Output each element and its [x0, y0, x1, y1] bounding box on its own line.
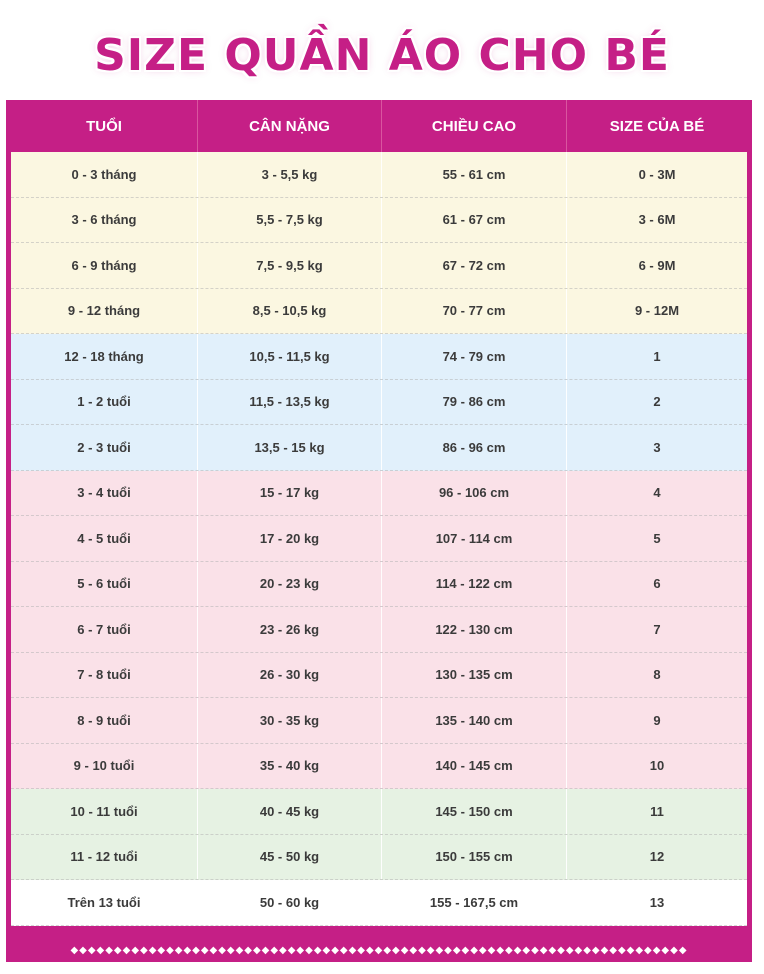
- weight-cell: 26 - 30 kg: [198, 653, 382, 698]
- weight-cell: 40 - 45 kg: [198, 789, 382, 834]
- size-cell: 1: [653, 348, 661, 364]
- size-cell: 9: [653, 712, 661, 728]
- table-row: [11, 607, 747, 653]
- weight-cell: 10,5 - 11,5 kg: [198, 334, 382, 379]
- age-cell: 11 - 12 tuổi: [11, 835, 198, 880]
- height-cell: 74 - 79 cm: [382, 334, 567, 379]
- height-cell: 61 - 67 cm: [382, 198, 567, 243]
- age-cell: 3 - 4 tuổi: [11, 471, 198, 516]
- size-cell: 8: [653, 667, 661, 683]
- weight-cell: 45 - 50 kg: [198, 835, 382, 880]
- table-row: [11, 198, 747, 244]
- height-cell: 67 - 72 cm: [382, 243, 567, 288]
- table-row: [11, 516, 747, 562]
- header-weight: CÂN NẶNG: [198, 100, 382, 152]
- header-age: TUỔI: [11, 100, 198, 152]
- age-cell: 4 - 5 tuổi: [11, 516, 198, 561]
- age-cell: 12 - 18 tháng: [11, 334, 198, 379]
- weight-cell: 7,5 - 9,5 kg: [198, 243, 382, 288]
- height-cell: 145 - 150 cm: [382, 789, 567, 834]
- table-row: [11, 789, 747, 835]
- height-cell: 55 - 61 cm: [382, 152, 567, 197]
- weight-cell: 13,5 - 15 kg: [198, 425, 382, 470]
- diamond-border: ◆◆◆◆◆◆◆◆◆◆◆◆◆◆◆◆◆◆◆◆◆◆◆◆◆◆◆◆◆◆◆◆◆◆◆◆◆◆◆◆◆◆◆◆◆◆◆◆◆◆◆◆◆◆◆◆◆◆◆◆◆◆◆◆◆◆◆◆◆◆◆: [70, 944, 688, 956]
- height-cell: 114 - 122 cm: [382, 562, 567, 607]
- height-cell: 122 - 130 cm: [382, 607, 567, 652]
- table-row: [11, 835, 747, 881]
- weight-cell: 17 - 20 kg: [198, 516, 382, 561]
- table-row: [11, 425, 747, 471]
- weight-cell: 15 - 17 kg: [198, 471, 382, 516]
- age-cell: 5 - 6 tuổi: [11, 562, 198, 607]
- table-row: [11, 471, 747, 517]
- weight-cell: 35 - 40 kg: [198, 744, 382, 789]
- weight-cell: 8,5 - 10,5 kg: [198, 289, 382, 334]
- size-table: [11, 100, 747, 938]
- age-cell: 6 - 9 tháng: [11, 243, 198, 288]
- table-row: [11, 152, 747, 198]
- height-cell: 140 - 145 cm: [382, 744, 567, 789]
- height-cell: 155 - 167,5 cm: [382, 880, 567, 925]
- size-cell: 5: [653, 530, 661, 546]
- height-cell: 135 - 140 cm: [382, 698, 567, 743]
- table-header: [11, 100, 747, 152]
- age-cell: Trên 13 tuổi: [11, 880, 198, 925]
- age-cell: 2 - 3 tuổi: [11, 425, 198, 470]
- age-cell: 8 - 9 tuổi: [11, 698, 198, 743]
- height-cell: 150 - 155 cm: [382, 835, 567, 880]
- height-cell: 70 - 77 cm: [382, 289, 567, 334]
- age-cell: 9 - 12 tháng: [11, 289, 198, 334]
- size-cell: 10: [649, 758, 665, 774]
- size-cell: 3 - 6M: [638, 212, 676, 228]
- size-cell: 4: [653, 485, 661, 501]
- header-height: CHIỀU CAO: [382, 100, 567, 152]
- page-title-wrap: [0, 30, 764, 90]
- age-cell: 3 - 6 tháng: [11, 198, 198, 243]
- size-table-frame: [6, 100, 752, 962]
- size-cell: 12: [649, 849, 665, 865]
- weight-cell: 23 - 26 kg: [198, 607, 382, 652]
- age-cell: 7 - 8 tuổi: [11, 653, 198, 698]
- table-body: [11, 152, 747, 926]
- page-title: SIZE QUẦN ÁO CHO BÉ: [94, 30, 670, 81]
- size-cell: 0 - 3M: [638, 166, 676, 182]
- table-row: [11, 698, 747, 744]
- size-cell: 7: [653, 621, 661, 637]
- table-row: [11, 380, 747, 426]
- table-row: [11, 880, 747, 926]
- weight-cell: 11,5 - 13,5 kg: [198, 380, 382, 425]
- height-cell: 107 - 114 cm: [382, 516, 567, 561]
- table-row: [11, 289, 747, 335]
- height-cell: 130 - 135 cm: [382, 653, 567, 698]
- age-cell: 0 - 3 tháng: [11, 152, 198, 197]
- height-cell: 79 - 86 cm: [382, 380, 567, 425]
- weight-cell: 20 - 23 kg: [198, 562, 382, 607]
- height-cell: 86 - 96 cm: [382, 425, 567, 470]
- age-cell: 1 - 2 tuổi: [11, 380, 198, 425]
- age-cell: 10 - 11 tuổi: [11, 789, 198, 834]
- table-row: [11, 653, 747, 699]
- size-cell: 13: [649, 894, 665, 910]
- size-cell: 11: [650, 803, 664, 819]
- size-cell: 6 - 9M: [638, 257, 676, 273]
- table-row: [11, 562, 747, 608]
- header-size: SIZE CỦA BÉ: [609, 117, 705, 135]
- table-row: [11, 744, 747, 790]
- size-cell: 6: [653, 576, 661, 592]
- size-cell: 2: [653, 394, 661, 410]
- age-cell: 6 - 7 tuổi: [11, 607, 198, 652]
- weight-cell: 50 - 60 kg: [198, 880, 382, 925]
- weight-cell: 30 - 35 kg: [198, 698, 382, 743]
- height-cell: 96 - 106 cm: [382, 471, 567, 516]
- size-cell: 3: [653, 439, 661, 455]
- weight-cell: 5,5 - 7,5 kg: [198, 198, 382, 243]
- weight-cell: 3 - 5,5 kg: [198, 152, 382, 197]
- age-cell: 9 - 10 tuổi: [11, 744, 198, 789]
- table-row: [11, 243, 747, 289]
- size-cell: 9 - 12M: [634, 303, 680, 319]
- table-row: [11, 334, 747, 380]
